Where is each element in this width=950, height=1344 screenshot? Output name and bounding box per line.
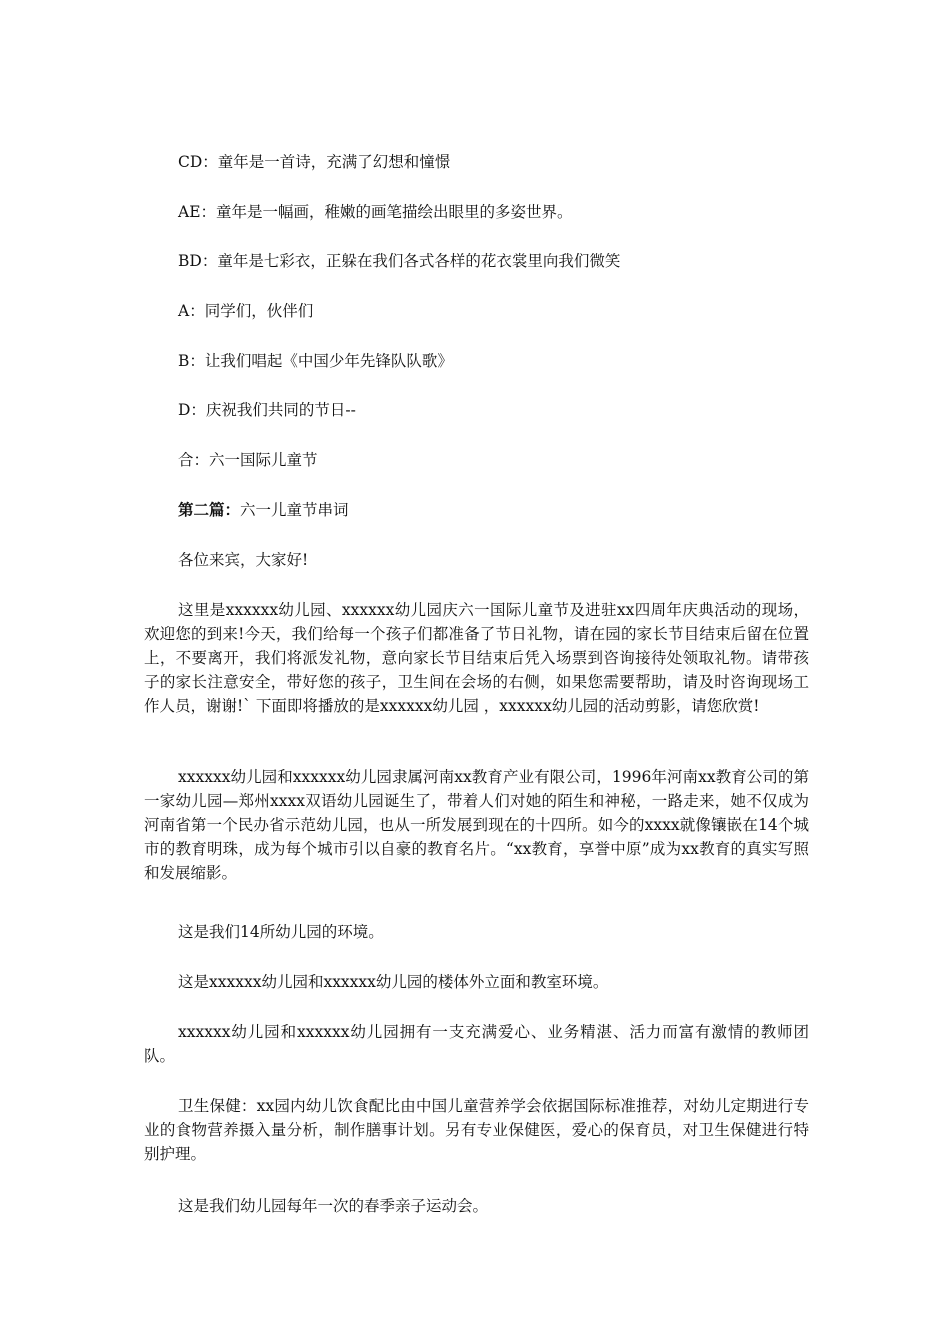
- dialogue-line-b: B：让我们唱起《中国少年先锋队队歌》: [178, 352, 453, 370]
- paragraph-environment: 这是我们14所幼儿园的环境。: [178, 923, 384, 941]
- section-heading: [178, 500, 349, 520]
- paragraph-welcome: 这里是xxxxxx幼儿园、xxxxxx幼儿园庆六一国际儿童节及进驻xx四周年庆典活动的现场，欢迎您的到来!今天，我们给每一个孩子们都准备了节日礼物，请在园的家长节目结束后留在位置上，不要离开，我们将派发礼物，意向家长节目结束后凭入场票到咨询接待处领取礼物。请带孩子的家长注意安全，带好您的孩子，卫生间在会场的右侧，如果您需要帮助，请及时咨询现场工作人员，谢谢!` 下面即将播放的是xxxxxx幼儿园 ，xxxxxx幼儿园的活动剪影，请您欣赏!: [144, 601, 809, 715]
- dialogue-line-ae: AE：童年是一幅画，稚嫩的画笔描绘出眼里的多姿世界。: [178, 203, 573, 221]
- section-title: 六一儿童节串词: [240, 501, 349, 519]
- dialogue-line-cd: CD：童年是一首诗，充满了幻想和憧憬: [178, 153, 451, 171]
- paragraph-building: 这是xxxxxx幼儿园和xxxxxx幼儿园的楼体外立面和教室环境。: [178, 973, 609, 991]
- dialogue-line-d: D：庆祝我们共同的节日--: [178, 401, 356, 419]
- paragraph-health: 卫生保健：xx园内幼儿饮食配比由中国儿童营养学会依据国际标准推荐，对幼儿定期进行专业的食物营养摄入量分析，制作膳事计划。另有专业保健医，爱心的保育员，对卫生保健进行特别护理。: [144, 1097, 809, 1163]
- section-label: 第二篇：: [178, 500, 241, 519]
- paragraph-sports-meet: 这是我们幼儿园每年一次的春季亲子运动会。: [178, 1197, 489, 1215]
- greeting: 各位来宾，大家好!: [178, 551, 309, 569]
- dialogue-line-a: A：同学们，伙伴们: [178, 302, 314, 320]
- paragraph-teachers: xxxxxx幼儿园和xxxxxx幼儿园拥有一支充满爱心、业务精湛、活力而富有激情的教师团队。: [144, 1023, 809, 1065]
- dialogue-line-bd: BD：童年是七彩衣，正躲在我们各式各样的花衣裳里向我们微笑: [178, 252, 621, 270]
- dialogue-line-together: 合：六一国际儿童节: [178, 451, 318, 469]
- paragraph-company-history: xxxxxx幼儿园和xxxxxx幼儿园隶属河南xx教育产业有限公司，1996年河南xx教育公司的第一家幼儿园—郑州xxxx双语幼儿园诞生了，带着人们对她的陌生和神秘，一路走来，她不仅成为河南省第一个民办省示范幼儿园，也从一所发展到现在的十四所。如今的xxxx就像镶嵌在14个城市的教育明珠，成为每个城市引以自豪的教育名片。“xx教育，享誉中原”成为xx教育的真实写照和发展缩影。: [144, 768, 809, 882]
